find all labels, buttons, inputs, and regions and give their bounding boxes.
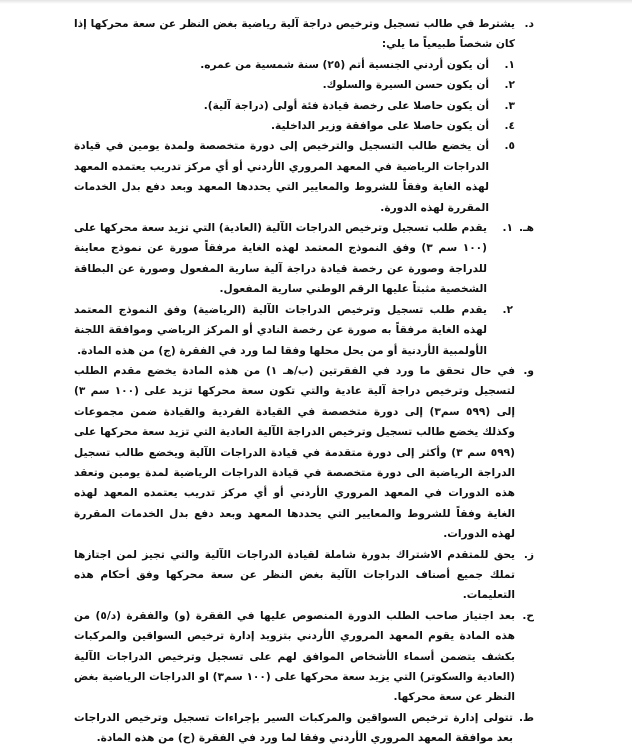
list-item (74, 300, 513, 361)
list-item (74, 116, 515, 136)
clause-z (74, 545, 534, 606)
item-text: يقدم طلب تسجيل وترخيص الدراجات الآلية (العادية) التي تزيد سعة محركها على (١٠٠ سم ٣) وفق النموذج المعتمد لهذه الغاية مرفقاً صورة عن نموذج معاينة للدراجة وصورة عن رخصة قيادة دراجة آلية سارية المفعول وصورة عن البطاقة الشخصية مثبتاً عليها الرقم الوطني سارية المفعول. (74, 222, 487, 296)
list-item (74, 136, 515, 218)
item-number: ٤. (504, 120, 515, 133)
item-text: يقدم طلب تسجيل وترخيص الدراجات الآلية (الرياضية) وفق النموذج المعتمد لهذه الغاية مرفقاً به صورة عن رخصة النادي أو المركز الرياضي وموافقة اللجنة الأولمبية الأردنية أو من يحل محلها وفقا لما ورد في الفقرة (ج) من هذه المادة. (74, 303, 487, 357)
item-number: ٢. (502, 303, 513, 316)
item-number: ٣. (504, 99, 515, 112)
clause-items (74, 55, 515, 218)
clause-text: في حال تحقق ما ورد في الفقرتين (ب/هـ ١) من هذه المادة يخضع مقدم الطلب لتسجيل وترخيص دراجة آلية عادية والتي تكون سعة محركها تزيد على (١٠٠ سم ٣) إلى (٥٩٩ سم٣) إلى دورة متخصصة في القيادة الفردية والقيادة ضمن مجموعات وكذلك يخضع طالب تسجيل وترخيص الدراجة الآلية العادية التي تزيد سعة محركها على (٥٩٩ سم ٣) وأكثر إلى دورة متقدمة في قيادة الدراجات الآلية ويخضع طالب تسجيل الدراجة الرياضية الى دورة متخصصة في قيادة الدراجات الرياضية لمدة يومين وتعقد هذه الدورات في المعهد المروري الأردني أو أي مركز تدريب يعتمده المعهد لهذه الغاية وفقاً للشروط والمعايير التي يحددها المعهد وبعد دفع بدل الخدمات المقررة لهذه الدورات. (74, 364, 516, 541)
clause-mark: ط. (518, 711, 534, 724)
list-item (74, 55, 515, 75)
item-number: ١. (504, 58, 515, 71)
item-number: ٥. (504, 140, 515, 153)
clause-w (74, 361, 534, 545)
clause-mark: ز. (523, 548, 534, 561)
item-text: أن يكون حسن السيرة والسلوك. (322, 79, 489, 92)
clause-text: بعد اجتياز صاحب الطلب الدورة المنصوص عليها في الفقرة (و) والفقرة (د/٥) من هذه المادة يقوم المعهد المروري الأردني بتزويد إدارة ترخيص السواقين والمركبات بكشف يتضمن أسماء الأشخاص الموافق لهم على تسجيل وترخيص الدراجات الآلية (العادية والسكوتر) التي يزيد سعة محركها على (١٠٠ سم٣) او الدراجات الرياضية بغض النظر عن سعة محركها. (74, 609, 515, 704)
item-number: ٢. (504, 79, 515, 92)
item-text: أن يخضع طالب التسجيل والترخيص إلى دورة متخصصة ولمدة يومين في قيادة الدراجات الرياضية في المعهد المروري الأردني أو أي مركز تدريب يعتمده المعهد لهذه الغاية وفقاً للشروط والمعايير التي يحددها المعهد وبعد دفع بدل الخدمات المقررة لهذه الدورة. (74, 140, 489, 214)
item-text: أن يكون حاصلا على موافقة وزير الداخلية. (271, 120, 489, 133)
clause-text: يشترط في طالب تسجيل وترخيص دراجة آلية رياضية بغض النظر عن سعة محركها إذا كان شخصاً طبيعياً ما يلي: (74, 18, 515, 51)
clause-mark: د. (524, 18, 534, 30)
clause-ta (74, 708, 534, 749)
list-item (74, 96, 515, 116)
clause-mark: ح. (522, 609, 534, 622)
clause-h (74, 218, 534, 361)
clause-text: يحق للمتقدم الاشتراك بدورة شاملة لقيادة الدراجات الآلية والتي تجيز لمن اجتازها تملك جميع أصناف الدراجات الآلية بغض النظر عن سعة محركها وفق أحكام هذه التعليمات. (74, 548, 515, 602)
page-top-edge (0, 0, 632, 4)
clause-ha (74, 606, 534, 708)
clause-mark: و. (523, 364, 534, 377)
clause-d (74, 14, 534, 218)
item-number: ١. (502, 222, 513, 235)
clause-mark: هـ. (519, 222, 534, 235)
document-body (74, 14, 534, 749)
item-text: أن يكون أردني الجنسية أتم (٢٥) سنة شمسية من عمره. (200, 58, 489, 71)
list-item (74, 218, 513, 300)
clause-text: تتولى إدارة ترخيص السواقين والمركبات السير بإجراءات تسجيل وترخيص الدراجات بعد موافقة المعهد المروري الأردني وفقا لما ورد في الفقرة (ح) من هذه المادة. (74, 711, 513, 745)
list-item (74, 75, 515, 95)
item-text: أن يكون حاصلا على رخصة قيادة فئة أولى (دراجة آلية). (203, 99, 489, 112)
